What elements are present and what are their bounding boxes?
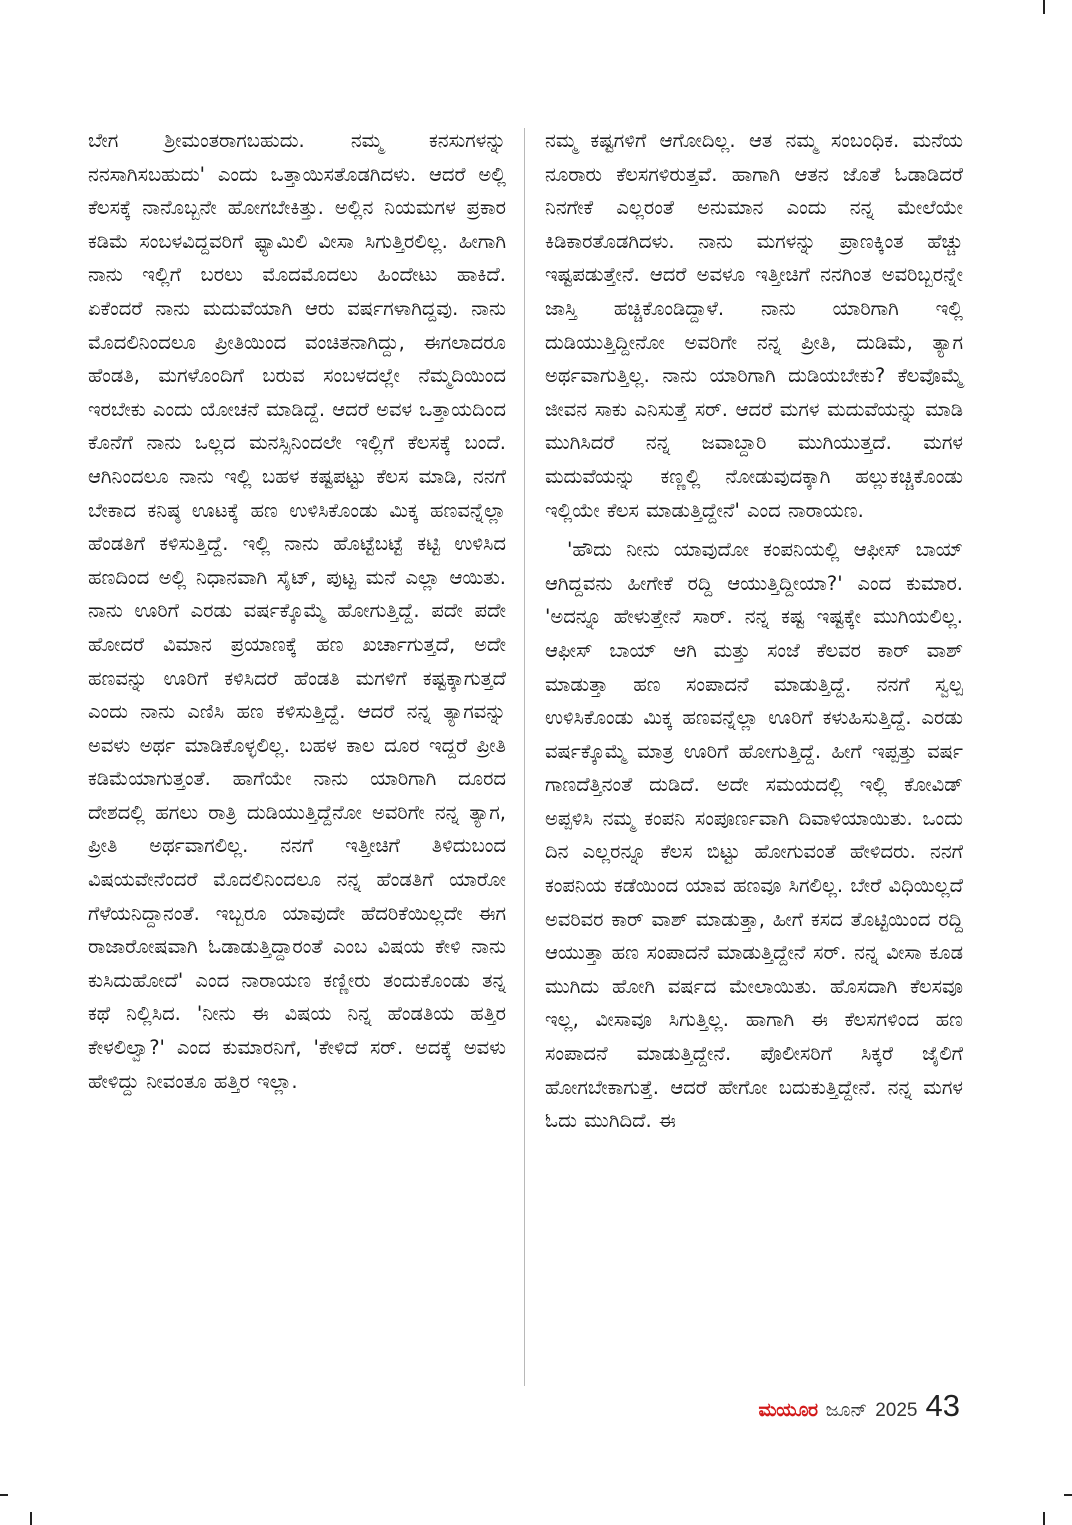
crop-mark-bottom-left: [30, 1512, 32, 1525]
crop-mark-right-bottom: [1064, 1494, 1072, 1496]
issue-month: ಜೂನ್: [825, 1399, 868, 1421]
article-right-column: [545, 124, 963, 1138]
magazine-logo: ಮಯೂರ: [758, 1399, 818, 1421]
article-left-column: [88, 124, 506, 1098]
crop-mark-top-right: [1043, 0, 1045, 14]
crop-mark-left-bottom: [0, 1494, 8, 1496]
right-column-paragraph-2: 'ಹೌದು ನೀನು ಯಾವುದೋ ಕಂಪನಿಯಲ್ಲಿ ಆಫೀಸ್ ಬಾಯ್ ಆಗಿದ್ದವನು ಹೀಗೇಕೆ ರದ್ದಿ ಆಯುತ್ತಿದ್ದೀಯಾ?' ಎಂದ ಕುಮಾರ. 'ಅದನ್ನೂ ಹೇಳುತ್ತೇನೆ ಸಾರ್. ನನ್ನ ಕಷ್ಟ ಇಷ್ಟಕ್ಕೇ ಮುಗಿಯಲಿಲ್ಲ. ಆಫೀಸ್ ಬಾಯ್ ಆಗಿ ಮತ್ತು ಸಂಜೆ ಕೆಲವರ ಕಾರ್ ವಾಶ್ ಮಾಡುತ್ತಾ ಹಣ ಸಂಪಾದನೆ ಮಾಡುತ್ತಿದ್ದೆ. ನನಗೆ ಸ್ವಲ್ಪ ಉಳಿಸಿಕೊಂಡು ಮಿಕ್ಕ ಹಣವನ್ನೆಲ್ಲಾ ಊರಿಗೆ ಕಳುಹಿಸುತ್ತಿದ್ದೆ. ಎರಡು ವರ್ಷಕ್ಕೊಮ್ಮೆ ಮಾತ್ರ ಊರಿಗೆ ಹೋಗುತ್ತಿದ್ದೆ. ಹೀಗೆ ಇಪ್ಪತ್ತು ವರ್ಷ ಗಾಣದೆತ್ತಿನಂತೆ ದುಡಿದೆ. ಅದೇ ಸಮಯದಲ್ಲಿ ಇಲ್ಲಿ ಕೋವಿಡ್ ಅಪ್ಪಳಿಸಿ ನಮ್ಮ ಕಂಪನಿ ಸಂಪೂರ್ಣವಾಗಿ ದಿವಾಳಿಯಾಯಿತು. ಒಂದು ದಿನ ಎಲ್ಲರನ್ನೂ ಕೆಲಸ ಬಿಟ್ಟು ಹೋಗುವಂತೆ ಹೇಳಿದರು. ನನಗೆ ಕಂಪನಿಯ ಕಡೆಯಿಂದ ಯಾವ ಹಣವೂ ಸಿಗಲಿಲ್ಲ. ಬೇರೆ ವಿಧಿಯಿಲ್ಲದೆ ಅವರಿವರ ಕಾರ್ ವಾಶ್ ಮಾಡುತ್ತಾ, ಹೀಗೆ ಕಸದ ತೊಟ್ಟಿಯಿಂದ ರದ್ದಿ ಆಯುತ್ತಾ ಹಣ ಸಂಪಾದನೆ ಮಾಡುತ್ತಿದ್ದೇನೆ ಸರ್. ನನ್ನ ವೀಸಾ ಕೂಡ ಮುಗಿದು ಹೋಗಿ ವರ್ಷದ ಮೇಲಾಯಿತು. ಹೊಸದಾಗಿ ಕೆಲಸವೂ ಇಲ್ಲ, ವೀಸಾವೂ ಸಿಗುತ್ತಿಲ್ಲ. ಹಾಗಾಗಿ ಈ ಕೆಲಸಗಳಿಂದ ಹಣ ಸಂಪಾದನೆ ಮಾಡುತ್ತಿದ್ದೇನೆ. ಪೊಲೀಸರಿಗೆ ಸಿಕ್ಕರೆ ಜೈಲಿಗೆ ಹೋಗಬೇಕಾಗುತ್ತೆ. ಆದರೆ ಹೇಗೋ ಬದುಕುತ್ತಿದ್ದೇನೆ. ನನ್ನ ಮಗಳ ಓದು ಮುಗಿದಿದೆ. ಈ: [545, 538, 963, 1133]
right-column-paragraph-1: ನಮ್ಮ ಕಷ್ಟಗಳಿಗೆ ಆಗೋದಿಲ್ಲ. ಆತ ನಮ್ಮ ಸಂಬಂಧಿಕ. ಮನೆಯ ನೂರಾರು ಕೆಲಸಗಳಿರುತ್ತವೆ. ಹಾಗಾಗಿ ಆತನ ಜೊತೆ ಓಡಾಡಿದರೆ ನಿನಗೇಕೆ ಎಲ್ಲರಂತೆ ಅನುಮಾನ ಎಂದು ನನ್ನ ಮೇಲೆಯೇ ಕಿಡಿಕಾರತೊಡಗಿದಳು. ನಾನು ಮಗಳನ್ನು ಪ್ರಾಣಕ್ಕಿಂತ ಹೆಚ್ಚು ಇಷ್ಟಪಡುತ್ತೇನೆ. ಆದರೆ ಅವಳೂ ಇತ್ತೀಚಿಗೆ ನನಗಿಂತ ಅವರಿಬ್ಬರನ್ನೇ ಜಾಸ್ತಿ ಹಚ್ಚಿಕೊಂಡಿದ್ದಾಳೆ. ನಾನು ಯಾರಿಗಾಗಿ ಇಲ್ಲಿ ದುಡಿಯುತ್ತಿದ್ದೀನೋ ಅವರಿಗೇ ನನ್ನ ಪ್ರೀತಿ, ದುಡಿಮೆ, ತ್ಯಾಗ ಅರ್ಥವಾಗುತ್ತಿಲ್ಲ. ನಾನು ಯಾರಿಗಾಗಿ ದುಡಿಯಬೇಕು? ಕೆಲವೊಮ್ಮೆ ಜೀವನ ಸಾಕು ಎನಿಸುತ್ತೆ ಸರ್. ಆದರೆ ಮಗಳ ಮದುವೆಯನ್ನು ಮಾಡಿ ಮುಗಿಸಿದರೆ ನನ್ನ ಜವಾಬ್ದಾರಿ ಮುಗಿಯುತ್ತದೆ. ಮಗಳ ಮದುವೆಯನ್ನು ಕಣ್ಣಲ್ಲಿ ನೋಡುವುದಕ್ಕಾಗಿ ಹಲ್ಲುಕಚ್ಚಿಕೊಂಡು ಇಲ್ಲಿಯೇ ಕೆಲಸ ಮಾಡುತ್ತಿದ್ದೇನೆ' ಎಂದ ನಾರಾಯಣ.: [545, 129, 963, 522]
column-divider: [524, 128, 525, 1386]
left-column-paragraph: ಬೇಗ ಶ್ರೀಮಂತರಾಗಬಹುದು. ನಮ್ಮ ಕನಸುಗಳನ್ನು ನನಸಾಗಿಸಬಹುದು' ಎಂದು ಒತ್ತಾಯಿಸತೊಡಗಿದಳು. ಆದರೆ ಅಲ್ಲಿ ಕೆಲಸಕ್ಕೆ ನಾನೊಬ್ಬನೇ ಹೋಗಬೇಕಿತ್ತು. ಅಲ್ಲಿನ ನಿಯಮಗಳ ಪ್ರಕಾರ ಕಡಿಮೆ ಸಂಬಳವಿದ್ದವರಿಗೆ ಫ್ಯಾಮಿಲಿ ವೀಸಾ ಸಿಗುತ್ತಿರಲಿಲ್ಲ. ಹೀಗಾಗಿ ನಾನು ಇಲ್ಲಿಗೆ ಬರಲು ಮೊದಮೊದಲು ಹಿಂದೇಟು ಹಾಕಿದೆ. ಏಕೆಂದರೆ ನಾನು ಮದುವೆಯಾಗಿ ಆರು ವರ್ಷಗಳಾಗಿದ್ದವು. ನಾನು ಮೊದಲಿನಿಂದಲೂ ಪ್ರೀತಿಯಿಂದ ವಂಚಿತನಾಗಿದ್ದು, ಈಗಲಾದರೂ ಹೆಂಡತಿ, ಮಗಳೊಂದಿಗೆ ಬರುವ ಸಂಬಳದಲ್ಲೇ ನೆಮ್ಮದಿಯಿಂದ ಇರಬೇಕು ಎಂದು ಯೋಚನೆ ಮಾಡಿದ್ದೆ. ಆದರೆ ಅವಳ ಒತ್ತಾಯದಿಂದ ಕೊನೆಗೆ ನಾನು ಒಲ್ಲದ ಮನಸ್ಸಿನಿಂದಲೇ ಇಲ್ಲಿಗೆ ಕೆಲಸಕ್ಕೆ ಬಂದೆ. ಆಗಿನಿಂದಲೂ ನಾನು ಇಲ್ಲಿ ಬಹಳ ಕಷ್ಟಪಟ್ಟು ಕೆಲಸ ಮಾಡಿ, ನನಗೆ ಬೇಕಾದ ಕನಿಷ್ಠ ಊಟಕ್ಕೆ ಹಣ ಉಳಿಸಿಕೊಂಡು ಮಿಕ್ಕ ಹಣವನ್ನೆಲ್ಲಾ ಹೆಂಡತಿಗೆ ಕಳಿಸುತ್ತಿದ್ದೆ. ಇಲ್ಲಿ ನಾನು ಹೊಟ್ಟೆಬಟ್ಟೆ ಕಟ್ಟಿ ಉಳಿಸಿದ ಹಣದಿಂದ ಅಲ್ಲಿ ನಿಧಾನವಾಗಿ ಸೈಟ್, ಪುಟ್ಟ ಮನೆ ಎಲ್ಲಾ ಆಯಿತು. ನಾನು ಊರಿಗೆ ಎರಡು ವರ್ಷಕ್ಕೊಮ್ಮೆ ಹೋಗುತ್ತಿದ್ದೆ. ಪದೇ ಪದೇ ಹೋದರೆ ವಿಮಾನ ಪ್ರಯಾಣಕ್ಕೆ ಹಣ ಖರ್ಚಾಗುತ್ತದೆ, ಅದೇ ಹಣವನ್ನು ಊರಿಗೆ ಕಳಿಸಿದರೆ ಹೆಂಡತಿ ಮಗಳಿಗೆ ಕಷ್ಟಕ್ಕಾಗುತ್ತದೆ ಎಂದು ನಾನು ಎಣಿಸಿ ಹಣ ಕಳಿಸುತ್ತಿದ್ದೆ. ಆದರೆ ನನ್ನ ತ್ಯಾಗವನ್ನು ಅವಳು ಅರ್ಥ ಮಾಡಿಕೊಳ್ಳಲಿಲ್ಲ. ಬಹಳ ಕಾಲ ದೂರ ಇದ್ದರೆ ಪ್ರೀತಿ ಕಡಿಮೆಯಾಗುತ್ತಂತೆ. ಹಾಗೆಯೇ ನಾನು ಯಾರಿಗಾಗಿ ದೂರದ ದೇಶದಲ್ಲಿ ಹಗಲು ರಾತ್ರಿ ದುಡಿಯುತ್ತಿದ್ದೆನೋ ಅವರಿಗೇ ನನ್ನ ತ್ಯಾಗ, ಪ್ರೀತಿ ಅರ್ಥವಾಗಲಿಲ್ಲ. ನನಗೆ ಇತ್ತೀಚಿಗೆ ತಿಳಿದುಬಂದ ವಿಷಯವೇನೆಂದರೆ ಮೊದಲಿನಿಂದಲೂ ನನ್ನ ಹೆಂಡತಿಗೆ ಯಾರೋ ಗೆಳೆಯನಿದ್ದಾನಂತೆ. ಇಬ್ಬರೂ ಯಾವುದೇ ಹೆದರಿಕೆಯಿಲ್ಲದೇ ಈಗ ರಾಜಾರೋಷವಾಗಿ ಓಡಾಡುತ್ತಿದ್ದಾರಂತೆ ಎಂಬ ವಿಷಯ ಕೇಳಿ ನಾನು ಕುಸಿದುಹೋದೆ' ಎಂದ ನಾರಾಯಣ ಕಣ್ಣೀರು ತಂದುಕೊಂಡು ತನ್ನ ಕಥೆ ನಿಲ್ಲಿಸಿದ. 'ನೀನು ಈ ವಿಷಯ ನಿನ್ನ ಹೆಂಡತಿಯ ಹತ್ತಿರ ಕೇಳಲಿಲ್ವಾ?' ಎಂದ ಕುಮಾರನಿಗೆ, 'ಕೇಳಿದೆ ಸರ್. ಅದಕ್ಕೆ ಅವಳು ಹೇಳಿದ್ದು ನೀವಂತೂ ಹತ್ತಿರ ಇಲ್ಲಾ.: [88, 129, 506, 1093]
issue-year: 2025: [875, 1400, 918, 1421]
page-footer: [759, 1388, 960, 1432]
crop-mark-bottom-right: [1043, 1512, 1045, 1525]
page-number: 43: [925, 1388, 960, 1423]
